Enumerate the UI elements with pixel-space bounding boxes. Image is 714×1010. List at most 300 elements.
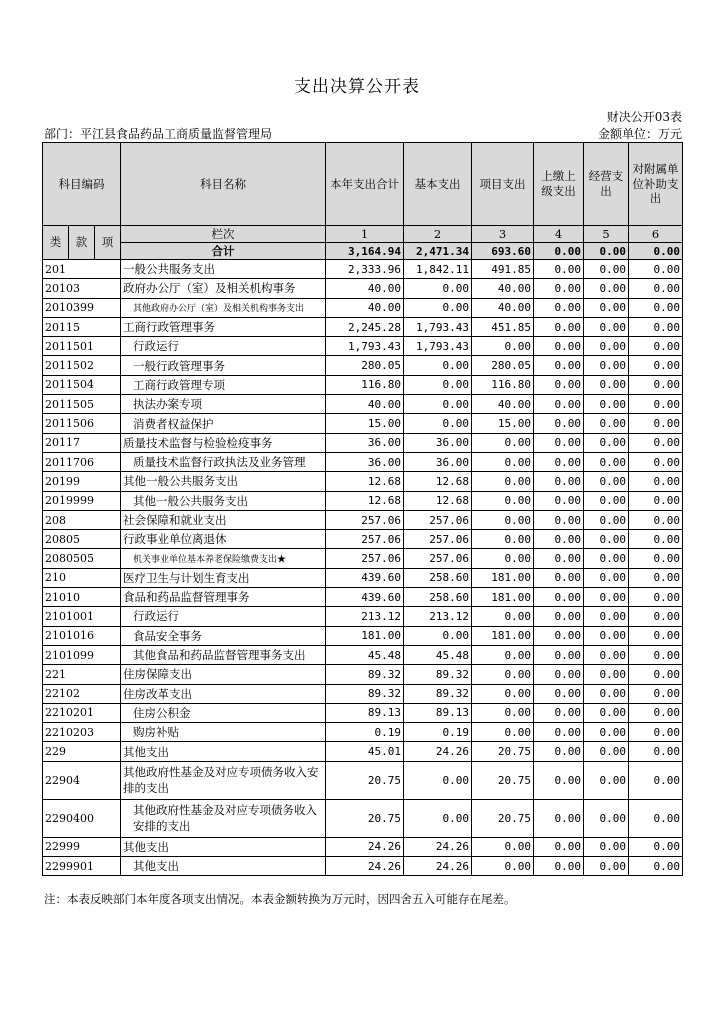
header-lei: 类	[43, 226, 69, 260]
subject-code: 2290400	[43, 799, 121, 837]
subject-code: 2011504	[43, 375, 121, 394]
cell-value: 0.00	[472, 837, 534, 856]
cell-value: 12.68	[326, 472, 404, 491]
subject-name: 政府办公厅（室）及相关机构事务	[121, 279, 326, 298]
header-upper: 上缴上级支出	[534, 143, 584, 226]
subject-code: 2101016	[43, 626, 121, 645]
cell-value: 0.00	[584, 684, 629, 703]
cell-value: 0.00	[629, 317, 683, 336]
cell-value: 213.12	[326, 607, 404, 626]
table-row	[43, 761, 683, 799]
cell-value: 89.32	[404, 665, 472, 684]
cell-value: 0.00	[404, 279, 472, 298]
header-kuan: 款	[69, 226, 95, 260]
table-row	[43, 472, 683, 491]
cell-value: 89.32	[404, 684, 472, 703]
cell-value: 0.00	[629, 703, 683, 722]
cell-value: 0.00	[629, 588, 683, 607]
cell-value: 0.00	[584, 433, 629, 452]
table-row	[43, 510, 683, 529]
cell-value: 89.13	[404, 703, 472, 722]
table-row	[43, 626, 683, 645]
cell-value: 0.00	[584, 837, 629, 856]
cell-value: 89.32	[326, 665, 404, 684]
cell-value: 0.00	[534, 452, 584, 471]
cell-value: 0.00	[584, 414, 629, 433]
subject-name: 其他政府性基金及对应专项债务收入安排的支出	[121, 761, 326, 799]
cell-value: 213.12	[404, 607, 472, 626]
subject-name: 一般行政管理事务	[121, 356, 326, 375]
cell-value: 181.00	[472, 626, 534, 645]
table-row	[43, 742, 683, 761]
subject-name: 购房补贴	[121, 723, 326, 742]
subject-name: 其他政府性基金及对应专项债务收入安排的支出	[121, 799, 326, 837]
cell-value: 0.00	[584, 530, 629, 549]
table-row	[43, 549, 683, 568]
cell-value: 0.00	[584, 375, 629, 394]
header-basic: 基本支出	[404, 143, 472, 226]
subject-code: 2011505	[43, 395, 121, 414]
cell-value: 0.00	[629, 626, 683, 645]
cell-value: 0.00	[629, 356, 683, 375]
cell-value: 181.00	[472, 588, 534, 607]
subject-name: 医疗卫生与计划生育支出	[121, 568, 326, 587]
subject-name: 其他支出	[121, 857, 326, 876]
cell-value: 0.00	[629, 857, 683, 876]
cell-value: 0.00	[629, 568, 683, 587]
cell-value: 0.00	[472, 472, 534, 491]
cell-value: 0.00	[534, 279, 584, 298]
cell-value: 0.00	[584, 491, 629, 510]
cell-value: 36.00	[326, 433, 404, 452]
cell-value: 0.00	[584, 761, 629, 799]
subject-code: 229	[43, 742, 121, 761]
cell-value: 1,793.43	[404, 337, 472, 356]
cell-value: 45.01	[326, 742, 404, 761]
cell-value: 280.05	[326, 356, 404, 375]
cell-value: 1,793.43	[326, 337, 404, 356]
cell-value: 40.00	[472, 395, 534, 414]
cell-value: 0.00	[534, 761, 584, 799]
subject-code: 2011501	[43, 337, 121, 356]
cell-value: 0.00	[629, 472, 683, 491]
cell-value: 439.60	[326, 568, 404, 587]
subject-name: 行政运行	[121, 607, 326, 626]
cell-value: 2,245.28	[326, 317, 404, 336]
cell-value: 89.32	[326, 684, 404, 703]
cell-value: 0.00	[629, 837, 683, 856]
table-row	[43, 723, 683, 742]
cell-value: 0.00	[534, 626, 584, 645]
cell-value: 0.00	[629, 414, 683, 433]
cell-value: 0.00	[584, 337, 629, 356]
cell-value: 0.00	[534, 645, 584, 664]
cell-value: 0.00	[584, 626, 629, 645]
cell-value: 0.00	[472, 530, 534, 549]
subject-code: 2011506	[43, 414, 121, 433]
subject-name: 食品和药品监督管理事务	[121, 588, 326, 607]
subject-code: 2019999	[43, 491, 121, 510]
table-row	[43, 337, 683, 356]
cell-value: 258.60	[404, 568, 472, 587]
header-xiang: 项	[95, 226, 121, 260]
table-row	[43, 665, 683, 684]
table-row	[43, 279, 683, 298]
subject-name: 行政事业单位离退休	[121, 530, 326, 549]
cell-value: 491.85	[472, 260, 534, 279]
cell-value: 439.60	[326, 588, 404, 607]
cell-value: 0.00	[584, 298, 629, 317]
cell-value: 0.00	[534, 375, 584, 394]
table-row	[43, 837, 683, 856]
cell-value: 15.00	[326, 414, 404, 433]
subject-name: 执法办案专项	[121, 395, 326, 414]
subject-code: 20103	[43, 279, 121, 298]
cell-value: 0.00	[534, 723, 584, 742]
cell-value: 24.26	[326, 837, 404, 856]
cell-value: 0.00	[472, 645, 534, 664]
cell-value: 12.68	[404, 491, 472, 510]
cell-value: 257.06	[326, 530, 404, 549]
cell-value: 0.00	[629, 530, 683, 549]
cell-value: 0.00	[534, 568, 584, 587]
cell-value: 0.00	[534, 742, 584, 761]
cell-value: 0.00	[584, 703, 629, 722]
cell-value: 0.00	[472, 510, 534, 529]
header-lanci: 栏次	[121, 226, 326, 243]
subject-code: 2011706	[43, 452, 121, 471]
cell-value: 0.00	[404, 356, 472, 375]
header-subsidy: 对附属单位补助支出	[629, 143, 683, 226]
subject-name: 其他食品和药品监督管理事务支出	[121, 645, 326, 664]
cell-value: 0.00	[534, 510, 584, 529]
cell-value: 0.00	[472, 337, 534, 356]
cell-value: 40.00	[472, 279, 534, 298]
subject-name: 住房公积金	[121, 703, 326, 722]
subject-code: 2299901	[43, 857, 121, 876]
header-code: 科目编码	[43, 143, 121, 226]
subject-code: 20117	[43, 433, 121, 452]
cell-value: 181.00	[326, 626, 404, 645]
total-value: 0.00	[584, 243, 629, 260]
cell-value: 0.00	[584, 723, 629, 742]
subject-name: 住房保障支出	[121, 665, 326, 684]
subject-name: 一般公共服务支出	[121, 260, 326, 279]
subject-code: 2210201	[43, 703, 121, 722]
table-row	[43, 645, 683, 664]
cell-value: 0.00	[534, 260, 584, 279]
cell-value: 36.00	[404, 433, 472, 452]
table-row	[43, 375, 683, 394]
header-name: 科目名称	[121, 143, 326, 226]
cell-value: 20.75	[326, 761, 404, 799]
cell-value: 0.00	[629, 279, 683, 298]
cell-value: 24.26	[404, 857, 472, 876]
cell-value: 0.00	[629, 452, 683, 471]
cell-value: 0.00	[472, 665, 534, 684]
cell-value: 0.00	[629, 375, 683, 394]
table-row	[43, 414, 683, 433]
unit-label: 金额单位：万元	[597, 127, 682, 141]
cell-value: 40.00	[326, 395, 404, 414]
subject-name: 其他支出	[121, 837, 326, 856]
table-row	[43, 684, 683, 703]
cell-value: 36.00	[326, 452, 404, 471]
col-num: 2	[404, 226, 472, 243]
header-project: 项目支出	[472, 143, 534, 226]
subject-code: 2210203	[43, 723, 121, 742]
cell-value: 0.19	[404, 723, 472, 742]
subject-code: 210	[43, 568, 121, 587]
cell-value: 0.00	[472, 723, 534, 742]
table-row	[43, 298, 683, 317]
cell-value: 0.00	[629, 723, 683, 742]
subject-code: 2080505	[43, 549, 121, 568]
cell-value: 40.00	[326, 279, 404, 298]
table-row	[43, 491, 683, 510]
subject-code: 2011502	[43, 356, 121, 375]
cell-value: 0.00	[534, 472, 584, 491]
subject-name: 消费者权益保护	[121, 414, 326, 433]
total-value: 0.00	[629, 243, 683, 260]
header-business: 经营支出	[584, 143, 629, 226]
subject-name: 质量技术监督行政执法及业务管理	[121, 452, 326, 471]
subject-code: 201	[43, 260, 121, 279]
cell-value: 0.00	[534, 799, 584, 837]
cell-value: 45.48	[404, 645, 472, 664]
cell-value: 89.13	[326, 703, 404, 722]
cell-value: 0.00	[584, 568, 629, 587]
subject-name: 其他一般公共服务支出	[121, 491, 326, 510]
cell-value: 40.00	[326, 298, 404, 317]
total-label: 合计	[121, 243, 326, 260]
total-value: 693.60	[472, 243, 534, 260]
cell-value: 0.00	[404, 414, 472, 433]
cell-value: 12.68	[326, 491, 404, 510]
cell-value: 0.00	[404, 626, 472, 645]
subject-code: 22102	[43, 684, 121, 703]
table-row	[43, 607, 683, 626]
cell-value: 0.00	[534, 837, 584, 856]
subject-name: 食品安全事务	[121, 626, 326, 645]
table-row	[43, 395, 683, 414]
cell-value: 257.06	[326, 549, 404, 568]
cell-value: 0.00	[534, 337, 584, 356]
total-value: 3,164.94	[326, 243, 404, 260]
cell-value: 45.48	[326, 645, 404, 664]
table-row	[43, 568, 683, 587]
subject-name: 其他一般公共服务支出	[121, 472, 326, 491]
cell-value: 12.68	[404, 472, 472, 491]
cell-value: 0.00	[534, 530, 584, 549]
col-num: 3	[472, 226, 534, 243]
total-row	[43, 243, 683, 260]
department-label: 部门：平江县食品药品工商质量监督管理局	[44, 127, 273, 141]
cell-value: 0.00	[629, 510, 683, 529]
cell-value: 0.00	[629, 433, 683, 452]
cell-value: 181.00	[472, 568, 534, 587]
cell-value: 0.00	[404, 395, 472, 414]
subject-name: 机关事业单位基本养老保险缴费支出★	[121, 549, 326, 568]
col-num: 1	[326, 226, 404, 243]
subject-code: 2101099	[43, 645, 121, 664]
cell-value: 0.00	[629, 337, 683, 356]
cell-value: 0.00	[534, 298, 584, 317]
subject-code: 21010	[43, 588, 121, 607]
table-row	[43, 703, 683, 722]
cell-value: 0.00	[534, 395, 584, 414]
subject-name: 社会保障和就业支出	[121, 510, 326, 529]
cell-value: 15.00	[472, 414, 534, 433]
table-row	[43, 433, 683, 452]
cell-value: 0.00	[584, 665, 629, 684]
subject-name: 住房改革支出	[121, 684, 326, 703]
cell-value: 0.00	[534, 433, 584, 452]
cell-value: 20.75	[472, 799, 534, 837]
cell-value: 0.00	[584, 799, 629, 837]
cell-value: 0.00	[472, 684, 534, 703]
total-value: 2,471.34	[404, 243, 472, 260]
page-title: 支出决算公开表	[294, 77, 420, 97]
cell-value: 0.00	[584, 356, 629, 375]
subject-code: 22904	[43, 761, 121, 799]
subject-name: 工商行政管理事务	[121, 317, 326, 336]
subject-name: 其他支出	[121, 742, 326, 761]
col-num: 6	[629, 226, 683, 243]
footnote: 注：本表反映部门本年度各项支出情况。本表金额转换为万元时，因四舍五入可能存在尾差。	[44, 892, 516, 906]
cell-value: 20.75	[472, 761, 534, 799]
cell-value: 0.00	[472, 857, 534, 876]
cell-value: 280.05	[472, 356, 534, 375]
cell-value: 257.06	[404, 549, 472, 568]
cell-value: 0.00	[472, 607, 534, 626]
cell-value: 0.00	[534, 607, 584, 626]
cell-value: 0.00	[584, 317, 629, 336]
cell-value: 0.00	[629, 799, 683, 837]
cell-value: 0.00	[629, 761, 683, 799]
cell-value: 2,333.96	[326, 260, 404, 279]
cell-value: 1,793.43	[404, 317, 472, 336]
total-value: 0.00	[534, 243, 584, 260]
subject-code: 22999	[43, 837, 121, 856]
subject-code: 208	[43, 510, 121, 529]
cell-value: 0.00	[534, 588, 584, 607]
cell-value: 0.00	[584, 549, 629, 568]
cell-value: 0.00	[534, 491, 584, 510]
col-num: 4	[534, 226, 584, 243]
table-row	[43, 799, 683, 837]
cell-value: 0.00	[584, 742, 629, 761]
cell-value: 0.00	[534, 414, 584, 433]
subject-code: 20115	[43, 317, 121, 336]
subject-name: 其他政府办公厅（室）及相关机构事务支出	[121, 298, 326, 317]
cell-value: 20.75	[472, 742, 534, 761]
col-num: 5	[584, 226, 629, 243]
cell-value: 36.00	[404, 452, 472, 471]
cell-value: 0.00	[404, 375, 472, 394]
cell-value: 0.00	[584, 607, 629, 626]
cell-value: 0.00	[534, 356, 584, 375]
cell-value: 24.26	[404, 837, 472, 856]
cell-value: 20.75	[326, 799, 404, 837]
table-row	[43, 452, 683, 471]
cell-value: 24.26	[404, 742, 472, 761]
table-row	[43, 356, 683, 375]
cell-value: 0.00	[404, 298, 472, 317]
cell-value: 0.00	[629, 549, 683, 568]
subject-code: 221	[43, 665, 121, 684]
cell-value: 0.00	[584, 395, 629, 414]
subject-name: 工商行政管理专项	[121, 375, 326, 394]
cell-value: 0.00	[584, 279, 629, 298]
cell-value: 0.00	[584, 452, 629, 471]
cell-value: 0.00	[584, 510, 629, 529]
cell-value: 0.00	[629, 395, 683, 414]
subject-code: 20805	[43, 530, 121, 549]
subject-name: 质量技术监督与检验检疫事务	[121, 433, 326, 452]
cell-value: 0.00	[629, 665, 683, 684]
cell-value: 116.80	[326, 375, 404, 394]
cell-value: 451.85	[472, 317, 534, 336]
expenditure-table	[42, 142, 683, 876]
cell-value: 116.80	[472, 375, 534, 394]
cell-value: 0.00	[404, 761, 472, 799]
cell-value: 257.06	[404, 530, 472, 549]
cell-value: 0.00	[472, 433, 534, 452]
cell-value: 0.00	[584, 588, 629, 607]
cell-value: 1,842.11	[404, 260, 472, 279]
cell-value: 257.06	[404, 510, 472, 529]
cell-value: 258.60	[404, 588, 472, 607]
cell-value: 0.00	[472, 452, 534, 471]
table-row	[43, 857, 683, 876]
form-number: 财决公开03表	[606, 110, 682, 124]
cell-value: 0.00	[584, 260, 629, 279]
cell-value: 0.00	[584, 645, 629, 664]
table-row	[43, 530, 683, 549]
cell-value: 0.00	[629, 298, 683, 317]
cell-value: 0.00	[404, 799, 472, 837]
subject-name: 行政运行	[121, 337, 326, 356]
subject-code: 2101001	[43, 607, 121, 626]
cell-value: 0.00	[629, 607, 683, 626]
cell-value: 0.00	[472, 491, 534, 510]
table-row	[43, 317, 683, 336]
cell-value: 24.26	[326, 857, 404, 876]
subject-code: 2010399	[43, 298, 121, 317]
cell-value: 0.00	[629, 491, 683, 510]
cell-value: 0.00	[584, 857, 629, 876]
cell-value: 257.06	[326, 510, 404, 529]
cell-value: 0.00	[472, 703, 534, 722]
cell-value: 0.19	[326, 723, 404, 742]
cell-value: 0.00	[629, 645, 683, 664]
cell-value: 0.00	[534, 317, 584, 336]
cell-value: 0.00	[584, 472, 629, 491]
cell-value: 0.00	[534, 703, 584, 722]
cell-value: 0.00	[629, 260, 683, 279]
cell-value: 0.00	[534, 665, 584, 684]
header-total: 本年支出合计	[326, 143, 404, 226]
cell-value: 0.00	[629, 742, 683, 761]
cell-value: 40.00	[472, 298, 534, 317]
cell-value: 0.00	[534, 857, 584, 876]
table-row	[43, 260, 683, 279]
cell-value: 0.00	[534, 549, 584, 568]
cell-value: 0.00	[629, 684, 683, 703]
cell-value: 0.00	[472, 549, 534, 568]
cell-value: 0.00	[534, 684, 584, 703]
